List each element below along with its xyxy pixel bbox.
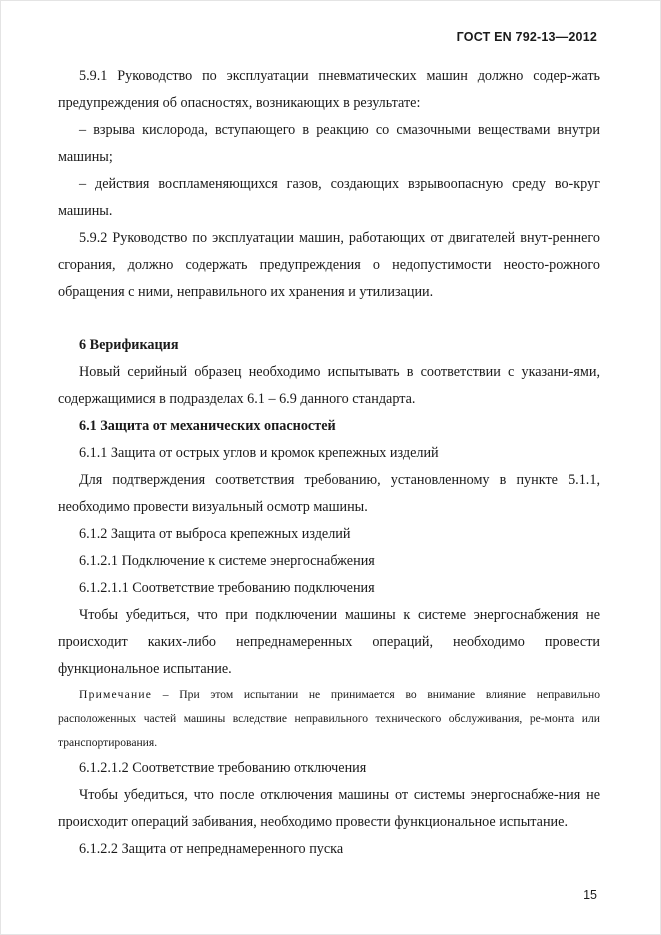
paragraph-6-1-1-text: Для подтверждения соответствия требованию, установленному в пункте 5.1.1, необходимо провести визуальный осмотр машины. — [58, 472, 600, 515]
paragraph-6-1-2-1-1: 6.1.2.1.1 Соответствие требованию подключения — [79, 580, 375, 596]
section-heading-6: 6 Верификация — [79, 337, 179, 353]
standard-header: ГОСТ EN 792-13—2012 — [456, 30, 597, 44]
note-label: Примечание — [79, 688, 153, 701]
section-gap — [58, 306, 600, 332]
paragraph-6-1-2-1-2: 6.1.2.1.2 Соответствие требованию отключения — [79, 760, 367, 776]
list-item-dash-1: – взрыва кислорода, вступающего в реакцию со смазочными веществами внутри машины; — [58, 122, 600, 165]
paragraph-6-1-2-2: 6.1.2.2 Защита от непреднамеренного пуска — [79, 841, 344, 857]
paragraph-6-1-2-1-2-text: Чтобы убедиться, что после отключения машины от системы энергоснабже-ния не происходит операций забивания, необходимо провести функциональное испытание. — [58, 787, 600, 830]
section-heading-6-1: 6.1 Защита от механических опасностей — [79, 418, 336, 434]
document-body — [58, 63, 600, 863]
note-text: – При этом испытании не принимается во внимание влияние неправильно расположенных частей машины вследствие неправильного технического обслуживания, ре-монта или транспортирования. — [58, 688, 600, 749]
paragraph-6: Новый серийный образец необходимо испытывать в соответствии с указани-ями, содержащимися в подразделах 6.1 – 6.9 данного стандарта. — [58, 364, 600, 407]
paragraph-6-1-2-1: 6.1.2.1 Подключение к системе энергоснабжения — [79, 553, 375, 569]
paragraph-6-1-1: 6.1.1 Защита от острых углов и кромок крепежных изделий — [79, 445, 439, 461]
paragraph-6-1-2: 6.1.2 Защита от выброса крепежных изделий — [79, 526, 351, 542]
paragraph-5-9-2: 5.9.2 Руководство по эксплуатации машин, работающих от двигателей внут-реннего сгорания, должно содержать предупреждения о недопустимости неосто-рожного обращения с ними, неправильного их хранения и утилизации. — [58, 230, 600, 300]
paragraph-6-1-2-1-1-text: Чтобы убедиться, что при подключении машины к системе энергоснабжения не происходит каких-либо непреднамеренных операций, необходимо провести функциональное испытание. — [58, 607, 600, 677]
list-item-dash-2: – действия воспламеняющихся газов, создающих взрывоопасную среду во-круг машины. — [58, 176, 600, 219]
note — [58, 683, 600, 755]
page-number: 15 — [583, 888, 597, 902]
paragraph-5-9-1: 5.9.1 Руководство по эксплуатации пневматических машин должно содер-жать предупреждения об опасностях, возникающих в результате: — [58, 68, 600, 111]
